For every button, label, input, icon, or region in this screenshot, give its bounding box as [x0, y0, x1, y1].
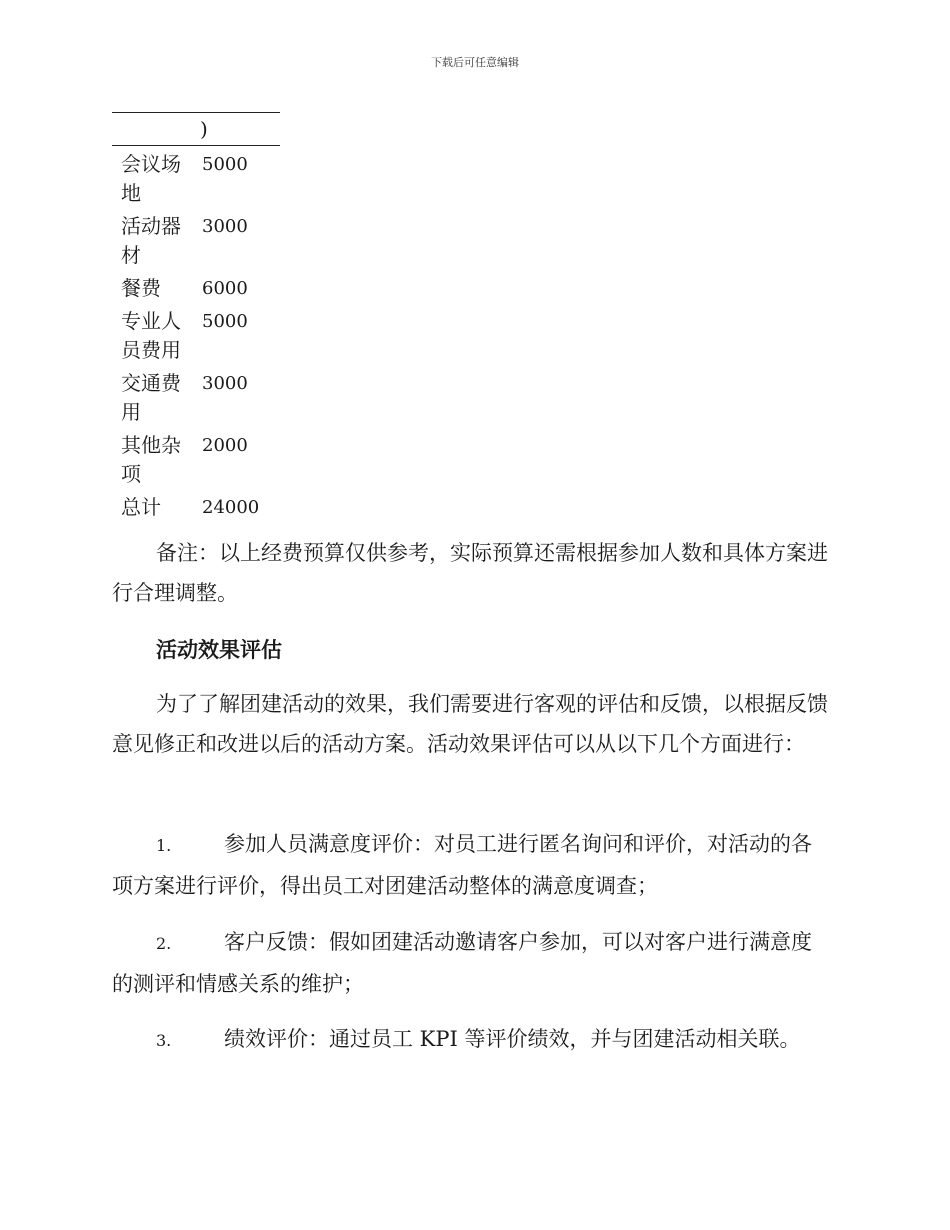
budget-amount: 3000	[202, 373, 248, 394]
table-row	[112, 493, 280, 526]
budget-amount: 5000	[202, 311, 248, 332]
budget-item: 其他杂项	[121, 433, 181, 486]
section-intro-paragraph: 为了了解团建活动的效果，我们需要进行客观的评估和反馈，以根据反馈意见修正和改进以后的活动方案。活动效果评估可以从以下几个方面进行：	[112, 692, 828, 756]
list-number: 1.	[156, 836, 172, 855]
budget-item: 交通费用	[121, 371, 181, 424]
table-row	[112, 431, 280, 493]
table-row	[112, 212, 280, 274]
budget-table-header-item	[112, 113, 200, 146]
budget-item: 活动器材	[121, 214, 181, 267]
budget-amount: 3000	[202, 216, 248, 237]
list-item	[112, 922, 832, 1004]
list-number: 3.	[156, 1031, 172, 1050]
section-title: 活动效果评估	[156, 638, 282, 662]
list-item	[112, 1019, 832, 1061]
list-number: 2.	[156, 934, 172, 953]
budget-item: 餐费	[121, 276, 161, 300]
table-row	[112, 274, 280, 307]
budget-item: 总计	[121, 495, 161, 519]
list-item	[112, 824, 832, 906]
budget-item: 会议场地	[121, 152, 181, 205]
budget-amount: 24000	[202, 497, 260, 518]
budget-note-paragraph: 备注：以上经费预算仅供参考，实际预算还需根据参加人数和具体方案进行合理调整。	[112, 541, 828, 605]
budget-amount: 6000	[202, 278, 248, 299]
list-text: 参加人员满意度评价：对员工进行匿名询问和评价，对活动的各项方案进行评价，得出员工对团建活动整体的满意度调查；	[112, 832, 812, 898]
list-text: 客户反馈：假如团建活动邀请客户参加，可以对客户进行满意度的测评和情感关系的维护；	[112, 930, 812, 996]
page-header-note: 下载后可任意编辑	[431, 56, 519, 69]
table-row	[112, 146, 280, 213]
budget-item: 专业人员费用	[121, 309, 181, 362]
budget-amount: 2000	[202, 435, 248, 456]
budget-table-header-amount: )	[200, 113, 280, 146]
table-row	[112, 307, 280, 369]
budget-table-header-row	[112, 113, 280, 146]
budget-amount: 5000	[202, 154, 248, 175]
table-row	[112, 369, 280, 431]
budget-table	[112, 112, 280, 526]
list-text: 绩效评价：通过员工 KPI 等评价绩效，并与团建活动相关联。	[224, 1027, 801, 1051]
